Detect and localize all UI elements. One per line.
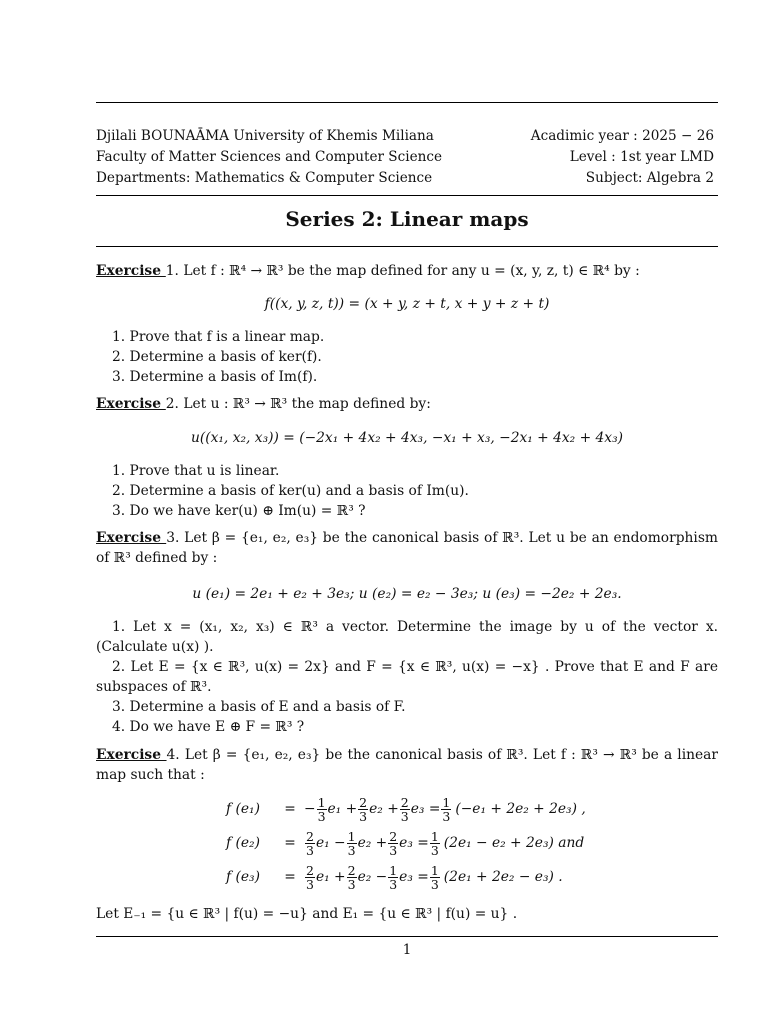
equals-sign: = <box>284 835 296 851</box>
list-item: 3. Determine a basis of E and a basis of F. <box>112 699 406 715</box>
exercise-2-text: 2. Let u : ℝ³ → ℝ³ the map defined by: <box>165 396 431 412</box>
exercise-1-text: 1. Let f : ℝ⁴ → ℝ³ be the map defined for any u = (x, y, z, t) ∈ ℝ⁴ by : <box>165 263 640 279</box>
equation-lhs: f (e₁) <box>226 801 260 817</box>
fraction: $\frac{1}{3}$ <box>442 794 451 824</box>
exercise-label: Exercise <box>96 263 166 279</box>
equation-lhs: f (e₂) <box>226 835 260 851</box>
academic-year: Acadimic year : 2025 − 26 <box>530 128 714 144</box>
list-item: 2. Determine a basis of ker(f). <box>112 349 322 365</box>
exercise-label: Exercise <box>96 530 167 546</box>
department-name: Departments: Mathematics & Computer Science <box>96 170 433 186</box>
term: e₂ + <box>369 801 399 817</box>
exercise-4-intro <box>96 745 718 785</box>
list-item: 4. Do we have E ⊕ F = ℝ³ ? <box>112 719 305 735</box>
university-name: Djilali BOUNAĀMA University of Khemis Miliana <box>96 128 434 144</box>
exercise-1-intro <box>96 261 718 281</box>
list-item: 3. Determine a basis of Im(f). <box>112 369 318 385</box>
level: Level : 1st year LMD <box>569 149 714 165</box>
term: e₂ + <box>357 835 388 851</box>
fraction: $\frac{2}{3}$ <box>389 828 398 858</box>
exercise-1-equation: f((x, y, z, t)) = (x + y, z + t, x + y + z + t) <box>264 296 550 312</box>
title-rule <box>96 246 718 247</box>
equation-system <box>226 792 586 894</box>
term: e₁ − <box>315 835 346 851</box>
top-rule <box>96 102 718 103</box>
equation-row <box>226 860 586 894</box>
exercise-4-text: 4. Let β = {e₁, e₂, e₃} be the canonical basis of ℝ³. Let f : ℝ³ → ℝ³ be a linear map such that : <box>96 747 719 783</box>
equation-row <box>226 826 586 860</box>
term: e₂ − <box>357 869 388 885</box>
fraction: $\frac{1}{3}$ <box>389 862 398 892</box>
exercise-3-intro <box>96 528 718 568</box>
term: e₁ + <box>327 801 358 817</box>
equation-row <box>226 792 586 826</box>
equation-lhs: f (e₃) <box>226 869 260 885</box>
term: (2e₁ + 2e₂ − e₃) . <box>443 869 563 885</box>
subject: Subject: Algebra 2 <box>585 170 714 186</box>
equals-sign: = <box>284 801 296 817</box>
fraction: $\frac{2}{3}$ <box>306 862 314 892</box>
page-title: Series 2: Linear maps <box>285 207 529 231</box>
exercise-2-intro <box>96 394 718 414</box>
exercise-3-text: 3. Let β = {e₁, e₂, e₃} be the canonical basis of ℝ³. Let u be an endomorphism of ℝ³ defined by : <box>96 530 719 566</box>
fraction: $\frac{2}{3}$ <box>359 794 368 824</box>
exercise-3-list <box>112 697 405 737</box>
exercise-label: Exercise <box>96 396 166 412</box>
fraction: $\frac{1}{3}$ <box>317 794 326 824</box>
fraction: $\frac{1}{3}$ <box>347 828 356 858</box>
equals-sign: = <box>284 869 296 885</box>
fraction: $\frac{2}{3}$ <box>400 794 409 824</box>
term: e₃ = <box>410 801 441 817</box>
header-rule <box>96 195 718 196</box>
exercise-2-list <box>112 461 469 521</box>
fraction: $\frac{2}{3}$ <box>306 828 314 858</box>
sign: − <box>304 801 316 817</box>
term: (−e₁ + 2e₂ + 2e₃) , <box>455 801 586 817</box>
exercise-3-item-2: 2. Let E = {x ∈ ℝ³, u(x) = 2x} and F = {x ∈ ℝ³, u(x) = −x} . Prove that E and F are subspaces of ℝ³. <box>96 659 718 695</box>
footer-rule <box>96 936 718 937</box>
exercise-3-equation: u (e₁) = 2e₁ + e₂ + 3e₃; u (e₂) = e₂ − 3e₃; u (e₃) = −2e₂ + 2e₃. <box>192 586 622 602</box>
page-number: 1 <box>402 942 412 958</box>
document-page <box>96 0 718 1024</box>
list-item: 1. Prove that f is a linear map. <box>112 329 325 345</box>
fraction: $\frac{1}{3}$ <box>430 862 439 892</box>
fraction: $\frac{1}{3}$ <box>430 828 439 858</box>
fraction: $\frac{2}{3}$ <box>347 862 356 892</box>
exercise-2-equation: u((x₁, x₂, x₃)) = (−2x₁ + 4x₂ + 4x₃, −x₁ + x₃, −2x₁ + 4x₂ + 4x₃) <box>190 430 624 446</box>
list-item: 1. Prove that u is linear. <box>112 463 280 479</box>
list-item: 2. Determine a basis of ker(u) and a basis of Im(u). <box>112 483 469 499</box>
exercise-4-final-line: Let E₋₁ = {u ∈ ℝ³ | f(u) = −u} and E₁ = {u ∈ ℝ³ | f(u) = u} . <box>96 906 518 922</box>
faculty-name: Faculty of Matter Sciences and Computer Science <box>96 149 443 165</box>
exercise-label: Exercise <box>96 747 167 763</box>
header-right <box>531 126 714 189</box>
exercise-3-item-1: 1. Let x = (x₁, x₂, x₃) ∈ ℝ³ a vector. Determine the image by u of the vector x. (Calculate u(x) ). <box>96 619 718 655</box>
term: e₃ = <box>399 835 429 851</box>
term: e₃ = <box>399 869 429 885</box>
term: (2e₁ − e₂ + 2e₃) and <box>443 835 585 851</box>
exercise-1-list <box>112 327 324 387</box>
header-left <box>96 126 442 189</box>
term: e₁ + <box>315 869 346 885</box>
list-item: 3. Do we have ker(u) ⊕ Im(u) = ℝ³ ? <box>112 503 366 519</box>
